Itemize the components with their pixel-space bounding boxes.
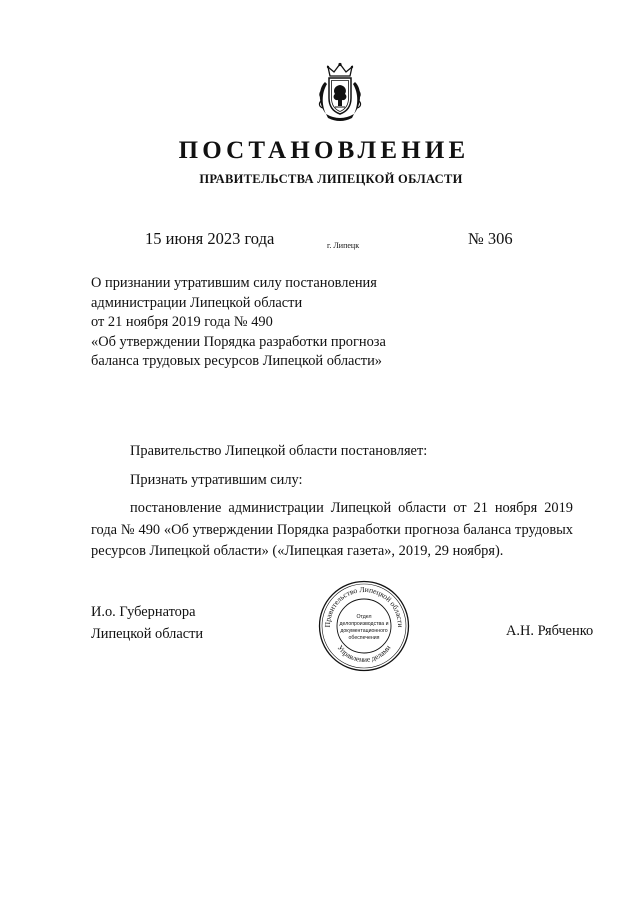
title-line: баланса трудовых ресурсов Липецкой области»	[91, 353, 382, 369]
document-type-heading: ПОСТАНОВЛЕНИЕ	[178, 137, 470, 164]
stamp-inner-line: делопроизводства и	[339, 621, 389, 627]
title-line: О признании утратившим силу постановления	[91, 275, 377, 291]
title-line: «Об утверждении Порядка разработки прогноза	[91, 333, 386, 350]
document-body	[91, 441, 573, 563]
body-paragraph: постановление администрации Липецкой области от 21 ноября 2019 года № 490 «Об утверждении Порядка разработки прогноза баланса трудовых ресурсов Липецкой области» («Липецкая газета», 2019, 29 ноября).	[91, 500, 573, 559]
title-line: администрации Липецкой области	[91, 294, 303, 311]
document-date: 15 июня 2023 года	[145, 229, 275, 248]
document-city: г. Липецк	[327, 241, 360, 250]
body-paragraph: Признать утратившим силу:	[130, 471, 303, 488]
signatory-position-line: Липецкой области	[91, 625, 204, 642]
title-line: от 21 ноября 2019 года № 490	[91, 314, 273, 330]
coat-of-arms-icon	[316, 62, 364, 124]
body-paragraph: Правительство Липецкой области постановляет:	[130, 443, 428, 459]
stamp-inner-line: Отдел	[356, 614, 372, 620]
stamp-outer-text: Правительство Липецкой области	[322, 584, 406, 628]
stamp-bottom-text: Управление делами	[335, 643, 393, 665]
signatory-position	[91, 602, 203, 645]
official-stamp	[318, 580, 410, 672]
document-title	[91, 274, 431, 372]
signatory-name: А.Н. Рябченко	[506, 623, 594, 639]
document-number: № 306	[468, 229, 513, 248]
stamp-inner-line: обеспечения	[348, 635, 380, 641]
signatory-position-line: И.о. Губернатора	[91, 604, 196, 620]
stamp-inner-line: документационного	[340, 628, 388, 634]
issuer-heading: ПРАВИТЕЛЬСТВА ЛИПЕЦКОЙ ОБЛАСТИ	[199, 172, 463, 186]
